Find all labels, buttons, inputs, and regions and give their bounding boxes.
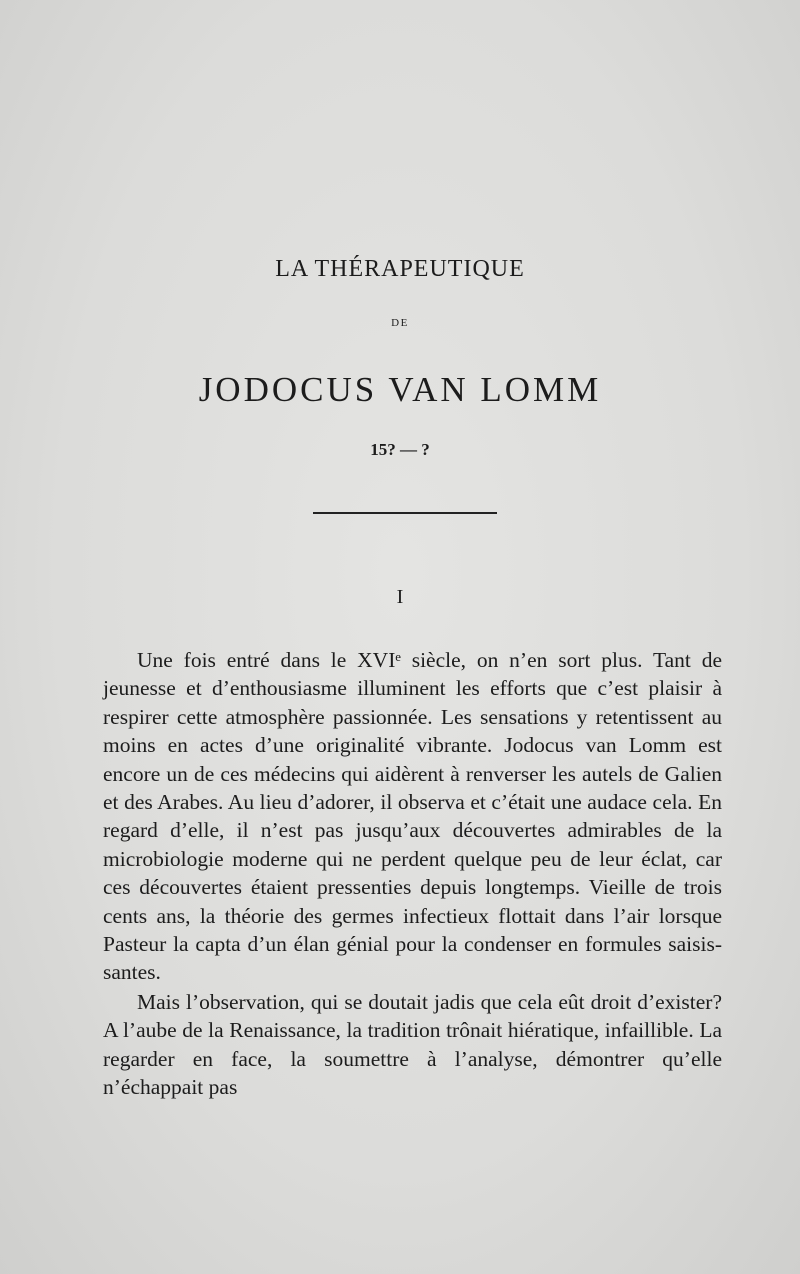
author-dates: 15? — ? [370,440,430,459]
chapter-title: LA THÉRAPEUTIQUE [275,256,525,282]
author-name: JODOCUS VAN LOMM [198,370,602,409]
paragraph: Mais l’observation, qui se doutait jadis que cela eût droit d’exister? A l’aube de la Renaissance, la tradition trônait hiératique, infaillible. La regarder en face, la soumettre à l’analyse, démontrer qu’elle n’échappait pas [103,989,722,1100]
section-number: I [396,586,404,608]
body-text [103,646,722,1102]
paragraph: Une fois entré dans le XVIᵉ siècle, on n’en sort plus. Tant de jeunesse et d’enthousiasme illuminent les efforts que c’est plaisir à respirer cette atmosphère passionnée. Les sensations y retentissent au moins en actes d’une originalité vibrante. Jodocus van Lomm est encore un de ces médecins qui aidèrent à renverser les autels de Galien et des Arabes. Au lieu d’adorer, il observa et c’était une audace cela. En regard d’elle, il n’est pas jusqu’aux découvertes admirables de la microbiologie moderne qui ne perdent quelque peu de leur éclat, car ces découvertes étaient pressenties depuis longtemps. Vieille de trois cents ans, la théorie des germes infectieux flottait dans l’air lorsque Pasteur la capta d’un élan génial pour la condenser en formules saisissantes. [103,648,722,985]
horizontal-rule [313,512,497,514]
title-connector: DE [391,317,409,329]
